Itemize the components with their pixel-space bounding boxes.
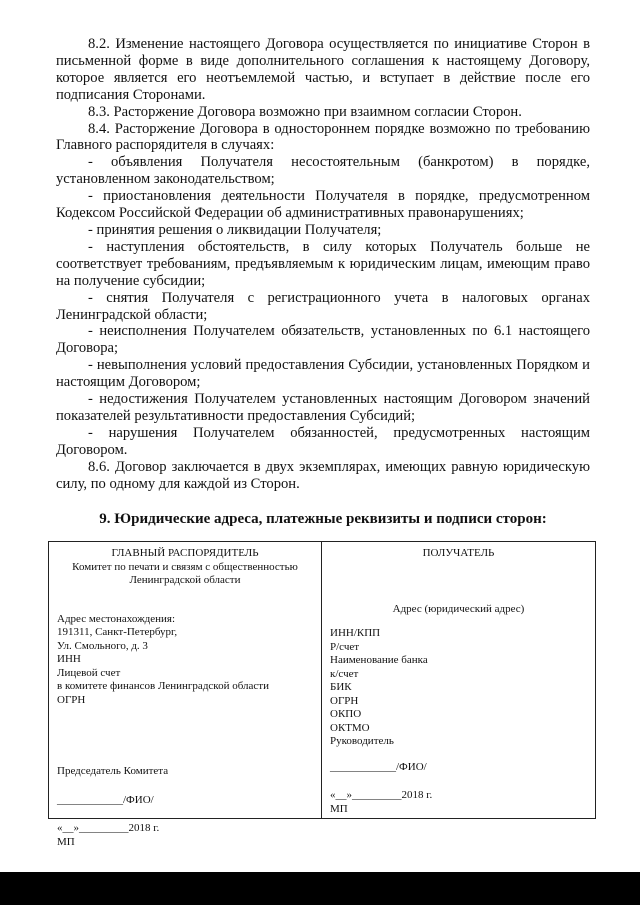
left-date-line: «__»_________2018 г.: [57, 822, 160, 834]
section-title: 9. Юридические адреса, платежные реквизиты и подписи сторон:: [99, 511, 547, 527]
list-item: - наступления обстоятельств, в силу которых Получатель больше не соответствует требованиям, предъявляемым к юридическим лицам, имеющим право на получение субсидии;: [56, 238, 590, 289]
left-stamp-mark: МП: [57, 835, 75, 848]
right-okpo: ОКПО: [330, 708, 362, 720]
right-rs: Р/счет: [330, 640, 360, 653]
right-fio-line: ____________/ФИО/: [330, 760, 427, 773]
left-inn: ИНН: [57, 653, 81, 665]
requisites-table: [48, 541, 596, 848]
left-org-line-1: Комитет по печати и связям с общественностью: [72, 560, 298, 573]
right-stamp-mark: МП: [330, 802, 348, 815]
right-inn-kpp: ИНН/КПП: [330, 627, 381, 639]
paragraph-8-2: 8.2. Изменение настоящего Договора осуществляется по инициативе Сторон в письменной форме в виде дополнительного соглашения к настоящему Договору, которое является его неотъемлемой частью, и вступает в действие после его подписания Сторонами.: [56, 36, 590, 103]
left-heading: ГЛАВНЫЙ РАСПОРЯДИТЕЛЬ: [111, 547, 259, 559]
left-address-label: Адрес местонахождения:: [57, 612, 176, 625]
paragraph-8-3: 8.3. Расторжение Договора возможно при взаимном согласии Сторон.: [88, 103, 522, 120]
list-item: - нарушения Получателем обязанностей, предусмотренных настоящим Договором.: [56, 424, 590, 458]
right-oktmo: ОКТМО: [330, 721, 370, 734]
left-fio-line: ____________/ФИО/: [57, 793, 154, 806]
left-account-line-1: Лицевой счет: [57, 666, 121, 679]
list-item: - приостановления деятельности Получателя в порядке, предусмотренном Кодексом Российской Федерации об административных правонарушениях;: [56, 188, 590, 222]
list-item: - недостижения Получателем установленных настоящим Договором значений показателей результативности предоставления Субсидий;: [56, 391, 590, 424]
left-account-line-2: в комитете финансов Ленинградской области: [57, 680, 269, 692]
right-ks: к/счет: [330, 667, 359, 680]
right-heading: ПОЛУЧАТЕЛЬ: [422, 547, 495, 559]
left-address-line-1: 191311, Санкт-Петербург,: [57, 626, 178, 638]
right-bank: Наименование банка: [330, 654, 428, 666]
requisites-left-column: [49, 542, 322, 848]
left-org-line-2: Ленинградской области: [129, 574, 241, 586]
right-ogrn: ОГРН: [330, 694, 359, 707]
list-item: - неисполнения Получателем обязательств, установленных по 6.1 настоящего Договора;: [56, 323, 590, 357]
right-bik: БИК: [330, 681, 352, 693]
right-address-label: Адрес (юридический адрес): [392, 602, 525, 615]
list-item: - принятия решения о ликвидации Получателя;: [88, 221, 382, 238]
left-ogrn: ОГРН: [57, 693, 86, 706]
list-item: - снятия Получателя с регистрационного учета в налоговых органах Ленинградской области;: [56, 289, 590, 323]
contract-body: [56, 36, 590, 492]
right-date-line: «__»_________2018 г.: [330, 789, 433, 801]
paragraph-8-4: 8.4. Расторжение Договора в одностороннем порядке возможно по требованию Главного распорядителя в случаях:: [56, 120, 590, 154]
scan-bottom-band: [0, 872, 640, 905]
left-address-line-2: Ул. Смольного, д. 3: [57, 639, 148, 652]
requisites-right-column: [322, 542, 595, 818]
list-item: - объявления Получателя несостоятельным (банкротом) в порядке, установленном законодательством;: [56, 154, 590, 188]
right-signer: Руководитель: [330, 735, 394, 747]
left-signer: Председатель Комитета: [57, 765, 169, 777]
paragraph-8-6: 8.6. Договор заключается в двух экземплярах, имеющих равную юридическую силу, по одному для каждой из Сторон.: [56, 458, 590, 492]
list-item: - невыполнения условий предоставления Субсидии, установленных Порядком и настоящим Договором;: [56, 357, 590, 391]
